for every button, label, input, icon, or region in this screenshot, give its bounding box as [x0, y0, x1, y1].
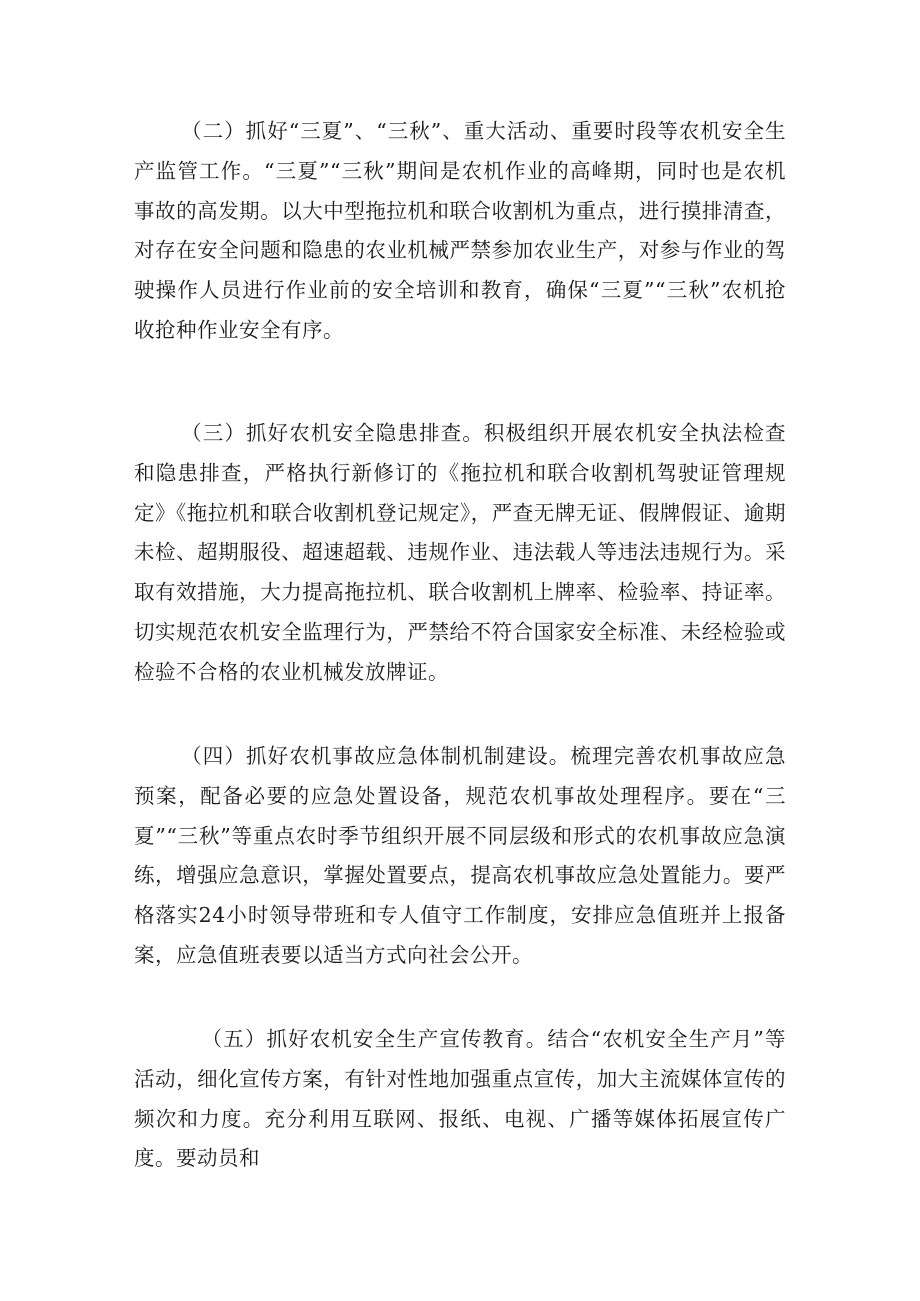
paragraph-section-4: （四）抓好农机事故应急体制机制建设。梳理完善农机事故应急预案，配备必要的应急处置设备，规范农机事故处理程序。要在“三夏”“三秋”等重点农时季节组织开展不同层级和形式的农机事故应急演练，增强应急意识，掌握处置要点，提高农机事故应急处置能力。要严格落实24小时领导带班和专人值守工作制度，安排应急值班并上报备案，应急值班表要以适当方式向社会公开。	[134, 744, 786, 967]
paragraph-section-2: （二）抓好“三夏”、“三秋”、重大活动、重要时段等农机安全生产监管工作。“三夏”“三秋”期间是农机作业的高峰期，同时也是农机事故的高发期。以大中型拖拉机和联合收割机为重点，进行摸排清查，对存在安全问题和隐患的农业机械严禁参加农业生产，对参与作业的驾驶操作人员进行作业前的安全培训和教育，确保“三夏”“三秋”农机抢收抢种作业安全有序。	[134, 119, 786, 342]
paragraph-section-5: （五）抓好农机安全生产宣传教育。结合“农机安全生产月”等活动，细化宣传方案，有针对性地加强重点宣传，加大主流媒体宣传的频次和力度。充分利用互联网、报纸、电视、广播等媒体拓展宣传广度。要动员和	[134, 1027, 786, 1171]
paragraph-section-3: （三）抓好农机安全隐患排查。积极组织开展农机安全执法检查和隐患排查，严格执行新修订的《拖拉机和联合收割机驾驶证管理规定》《拖拉机和联合收割机登记规定》，严查无牌无证、假牌假证、逾期未检、超期服役、超速超载、违规作业、违法载人等违法违规行为。采取有效措施，大力提高拖拉机、联合收割机上牌率、检验率、持证率。切实规范农机安全监理行为，严禁给不符合国家安全标准、未经检验或检验不合格的农业机械发放牌证。	[134, 421, 786, 684]
